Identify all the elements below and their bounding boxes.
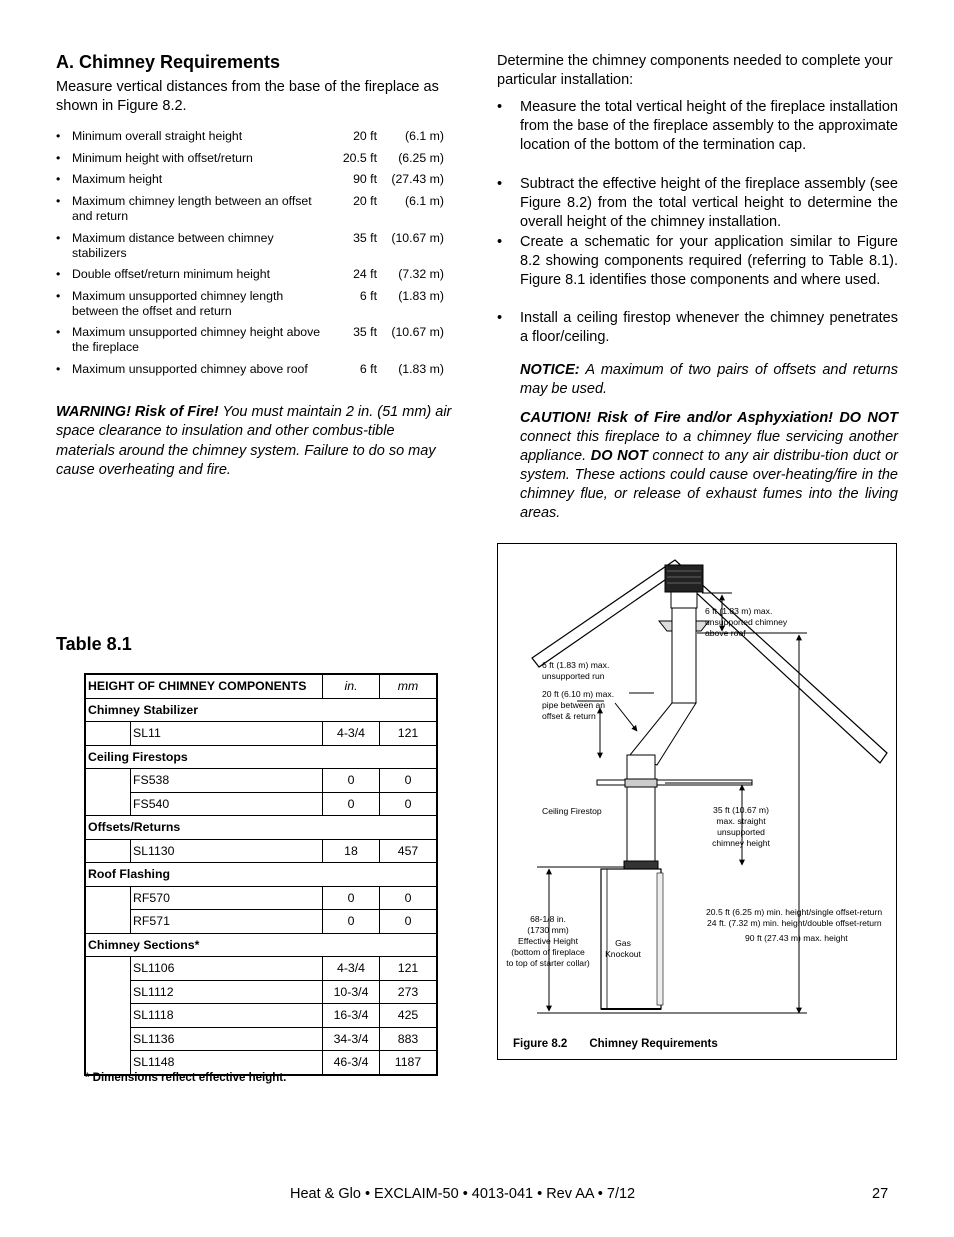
right-intro: Determine the chimney components needed to complete your particular installation: [497,53,893,88]
caution-text-2: connect to any air distribu-tion duct or system. These actions could cause over-heating/fire in the chimney flue, or release of exhaust fumes into the living areas. [520,448,898,521]
requirement-meters: (10.67 m) [391,325,444,339]
bullet: • [56,267,61,281]
section-heading: A. Chimney Requirements [56,52,281,72]
label-line: chimney height [712,838,770,848]
requirement-text: Minimum height with offset/return [72,151,253,165]
group-name: Chimney Stabilizer [85,698,437,722]
height-mm: 883 [380,1027,438,1051]
requirement-feet: 6 ft [359,289,377,303]
height-in: 16-3/4 [323,1004,380,1028]
requirement-meters: (1.83 m) [398,289,444,303]
instruction-text: Subtract the effective height of the fireplace assembly (see Figure 8.2) from the total vertical height to determine the overall height of the chimney installation. [520,176,898,230]
intro-paragraph: Measure vertical distances from the base of the fireplace as shown in Figure 8.2. [56,79,439,114]
requirement-feet: 20 ft [353,194,377,208]
label-line: max. straight [716,816,766,826]
requirement-text: Maximum height [72,172,163,186]
table-row [85,1051,437,1075]
label-unsupported-run [542,660,609,682]
table-group-row [85,698,437,722]
height-in: 18 [323,839,380,863]
bullet: • [56,231,61,245]
caution-paragraph [520,409,898,523]
requirement-item [56,289,448,319]
height-in: 0 [323,792,380,816]
requirement-text: Maximum distance between chimney stabilizers [72,231,274,260]
table-row [85,886,437,910]
bullet: • [497,99,503,115]
bullet: • [56,289,61,303]
label-line: Effective Height [517,936,579,946]
requirement-feet: 24 ft [353,267,377,281]
warning-lead: WARNING! Risk of Fire! [56,404,219,420]
height-in: 4-3/4 [323,957,380,981]
fire-warning [56,403,454,480]
label-line: pipe between an [542,700,606,710]
label-pipe-between [542,689,614,722]
table-group-row [85,745,437,769]
table-row [85,910,437,934]
requirement-meters: (6.25 m) [398,151,444,165]
height-mm: 0 [380,792,438,816]
requirement-text: Maximum chimney length between an offset and return [72,194,312,223]
requirement-text: Maximum unsupported chimney above roof [72,362,308,376]
table-group-row [85,863,437,887]
label-line: 35 ft (10.67 m) [713,805,769,815]
part-number: SL1106 [131,957,323,981]
indent-cell [85,722,131,746]
part-number: RF570 [131,886,323,910]
requirement-text: Minimum overall straight height [72,129,243,143]
label-line: (bottom of fireplace [511,947,585,957]
requirement-text: Maximum unsupported chimney length between the offset and return [72,289,284,318]
bullet: • [56,129,61,143]
indent-cell [85,839,131,863]
label-max-height: 90 ft (27.43 m) max. height [745,933,848,943]
part-number: SL1112 [131,980,323,1004]
caution-text-1: connect this fireplace to a chimney flue servicing another appliance. [520,429,898,464]
table-row [85,1027,437,1051]
requirement-meters: (27.43 m) [391,172,444,186]
caution-lead: CAUTION! Risk of Fire and/or Asphyxiation! DO NOT [520,410,898,426]
group-name: Chimney Sections* [85,933,437,957]
part-number: SL1148 [131,1051,323,1075]
requirement-feet: 20.5 ft [342,151,377,165]
table-title: Table 8.1 [56,634,132,654]
header-mm: mm [380,674,438,698]
requirement-meters: (7.32 m) [398,267,444,281]
chimney-components-table [84,673,438,1076]
label-min-double: 24 ft. (7.32 m) min. height/double offset-return [707,918,882,928]
part-number: FS540 [131,792,323,816]
label-gas-knockout [604,938,642,960]
height-in: 0 [323,910,380,934]
label-line: unsupported chimney [705,617,788,627]
bullet: • [56,172,61,186]
height-mm: 0 [380,769,438,793]
table-header-row [85,674,437,698]
height-in: 4-3/4 [323,722,380,746]
requirement-meters: (6.1 m) [405,194,444,208]
height-mm: 121 [380,957,438,981]
requirement-feet: 90 ft [353,172,377,186]
bullet: • [497,234,503,250]
table-row [85,1004,437,1028]
part-number: RF571 [131,910,323,934]
notice-text: A maximum of two pairs of offsets and returns may be used. [520,362,898,397]
height-in: 10-3/4 [323,980,380,1004]
warning-text: You must maintain 2 in. (51 mm) air space clearance to insulation and other combus-tible materials around the chimney system. Failure to do so may cause overheating and fire. [56,404,452,478]
requirement-meters: (10.67 m) [391,231,444,245]
part-number: SL1136 [131,1027,323,1051]
label-ceiling-firestop: Ceiling Firestop [542,806,602,816]
group-name: Roof Flashing [85,863,437,887]
height-mm: 425 [380,1004,438,1028]
figure-caption [513,1038,718,1050]
label-line: unsupported [717,827,765,837]
label-line: unsupported run [542,671,605,681]
bullet: • [497,176,503,192]
part-number: SL11 [131,722,323,746]
bullet: • [56,151,61,165]
page-footer: Heat & Glo • EXCLAIM-50 • 4013-041 • Rev AA • 7/12 [290,1186,636,1202]
part-number: SL1130 [131,839,323,863]
group-name: Ceiling Firestops [85,745,437,769]
chimney-pipe [624,608,696,869]
requirement-feet: 20 ft [353,129,377,143]
requirement-feet: 6 ft [359,362,377,376]
figure-title: Chimney Requirements [589,1038,718,1050]
table-row [85,769,437,793]
label-line: 68-1/8 in. [530,914,566,924]
bullet: • [497,310,503,326]
table-group-row [85,933,437,957]
instruction-text: Measure the total vertical height of the fireplace installation from the base of the fireplace assembly to the approximate location of the bottom of the termination cap. [520,99,898,153]
instruction-text: Create a schematic for your application similar to Figure 8.2 showing components required (referring to Table 8.1). Figure 8.1 identifies those components and where used. [520,234,898,288]
caution-lead-2: DO NOT [590,448,648,464]
height-mm: 457 [380,839,438,863]
requirement-feet: 35 ft [353,231,377,245]
table-row [85,980,437,1004]
notice-paragraph [520,361,898,399]
height-in: 34-3/4 [323,1027,380,1051]
label-line: to top of starter collar) [506,958,590,968]
indent-cell [85,957,131,1075]
figure-number: Figure 8.2 [513,1038,568,1050]
height-mm: 273 [380,980,438,1004]
instruction-text: Install a ceiling firestop whenever the chimney penetrates a floor/ceiling. [520,310,898,345]
bullet: • [56,362,61,376]
part-number: SL1118 [131,1004,323,1028]
group-name: Offsets/Returns [85,816,437,840]
indent-cell [85,886,131,933]
chimney-diagram [497,543,897,1060]
page-number: 27 [872,1186,889,1202]
header-components: HEIGHT OF CHIMNEY COMPONENTS [85,674,323,698]
requirement-meters: (6.1 m) [405,129,444,143]
table-group-row [85,816,437,840]
header-in: in. [323,674,380,698]
label-above-roof [705,606,787,639]
label-line: (1730 mm) [527,925,569,935]
height-mm: 121 [380,722,438,746]
table-row [85,722,437,746]
table-row [85,792,437,816]
requirement-meters: (1.83 m) [398,362,444,376]
label-35ft [700,805,782,849]
requirement-item [56,231,448,261]
height-mm: 0 [380,910,438,934]
table-row [85,957,437,981]
label-line: offset & return [542,711,596,721]
part-number: FS538 [131,769,323,793]
bullet: • [56,194,61,208]
height-mm: 0 [380,886,438,910]
requirement-item [56,325,448,355]
height-in: 0 [323,769,380,793]
label-line: Knockout [605,949,641,959]
requirement-item [56,362,448,392]
label-line: Gas [615,938,631,948]
table-row [85,839,437,863]
label-effective-height [500,914,596,969]
label-min-single: 20.5 ft (6.25 m) min. height/single offset-return [706,907,883,917]
label-line: 20 ft (6.10 m) max. [542,689,615,699]
requirement-item [56,194,448,224]
requirement-text: Maximum unsupported chimney height above the fireplace [72,325,321,354]
height-in: 46-3/4 [323,1051,380,1075]
requirement-feet: 35 ft [353,325,377,339]
notice-lead: NOTICE: [520,362,580,378]
bullet: • [56,325,61,339]
label-line: 6 ft (1.83 m) max. [705,606,773,616]
label-line: above roof [705,628,746,638]
table-footnote: * Dimensions reflect effective height. [85,1072,287,1084]
indent-cell [85,769,131,816]
height-in: 0 [323,886,380,910]
height-mm: 1187 [380,1051,438,1075]
label-line: 6 ft (1.83 m) max. [542,660,610,670]
requirement-text: Double offset/return minimum height [72,267,270,281]
